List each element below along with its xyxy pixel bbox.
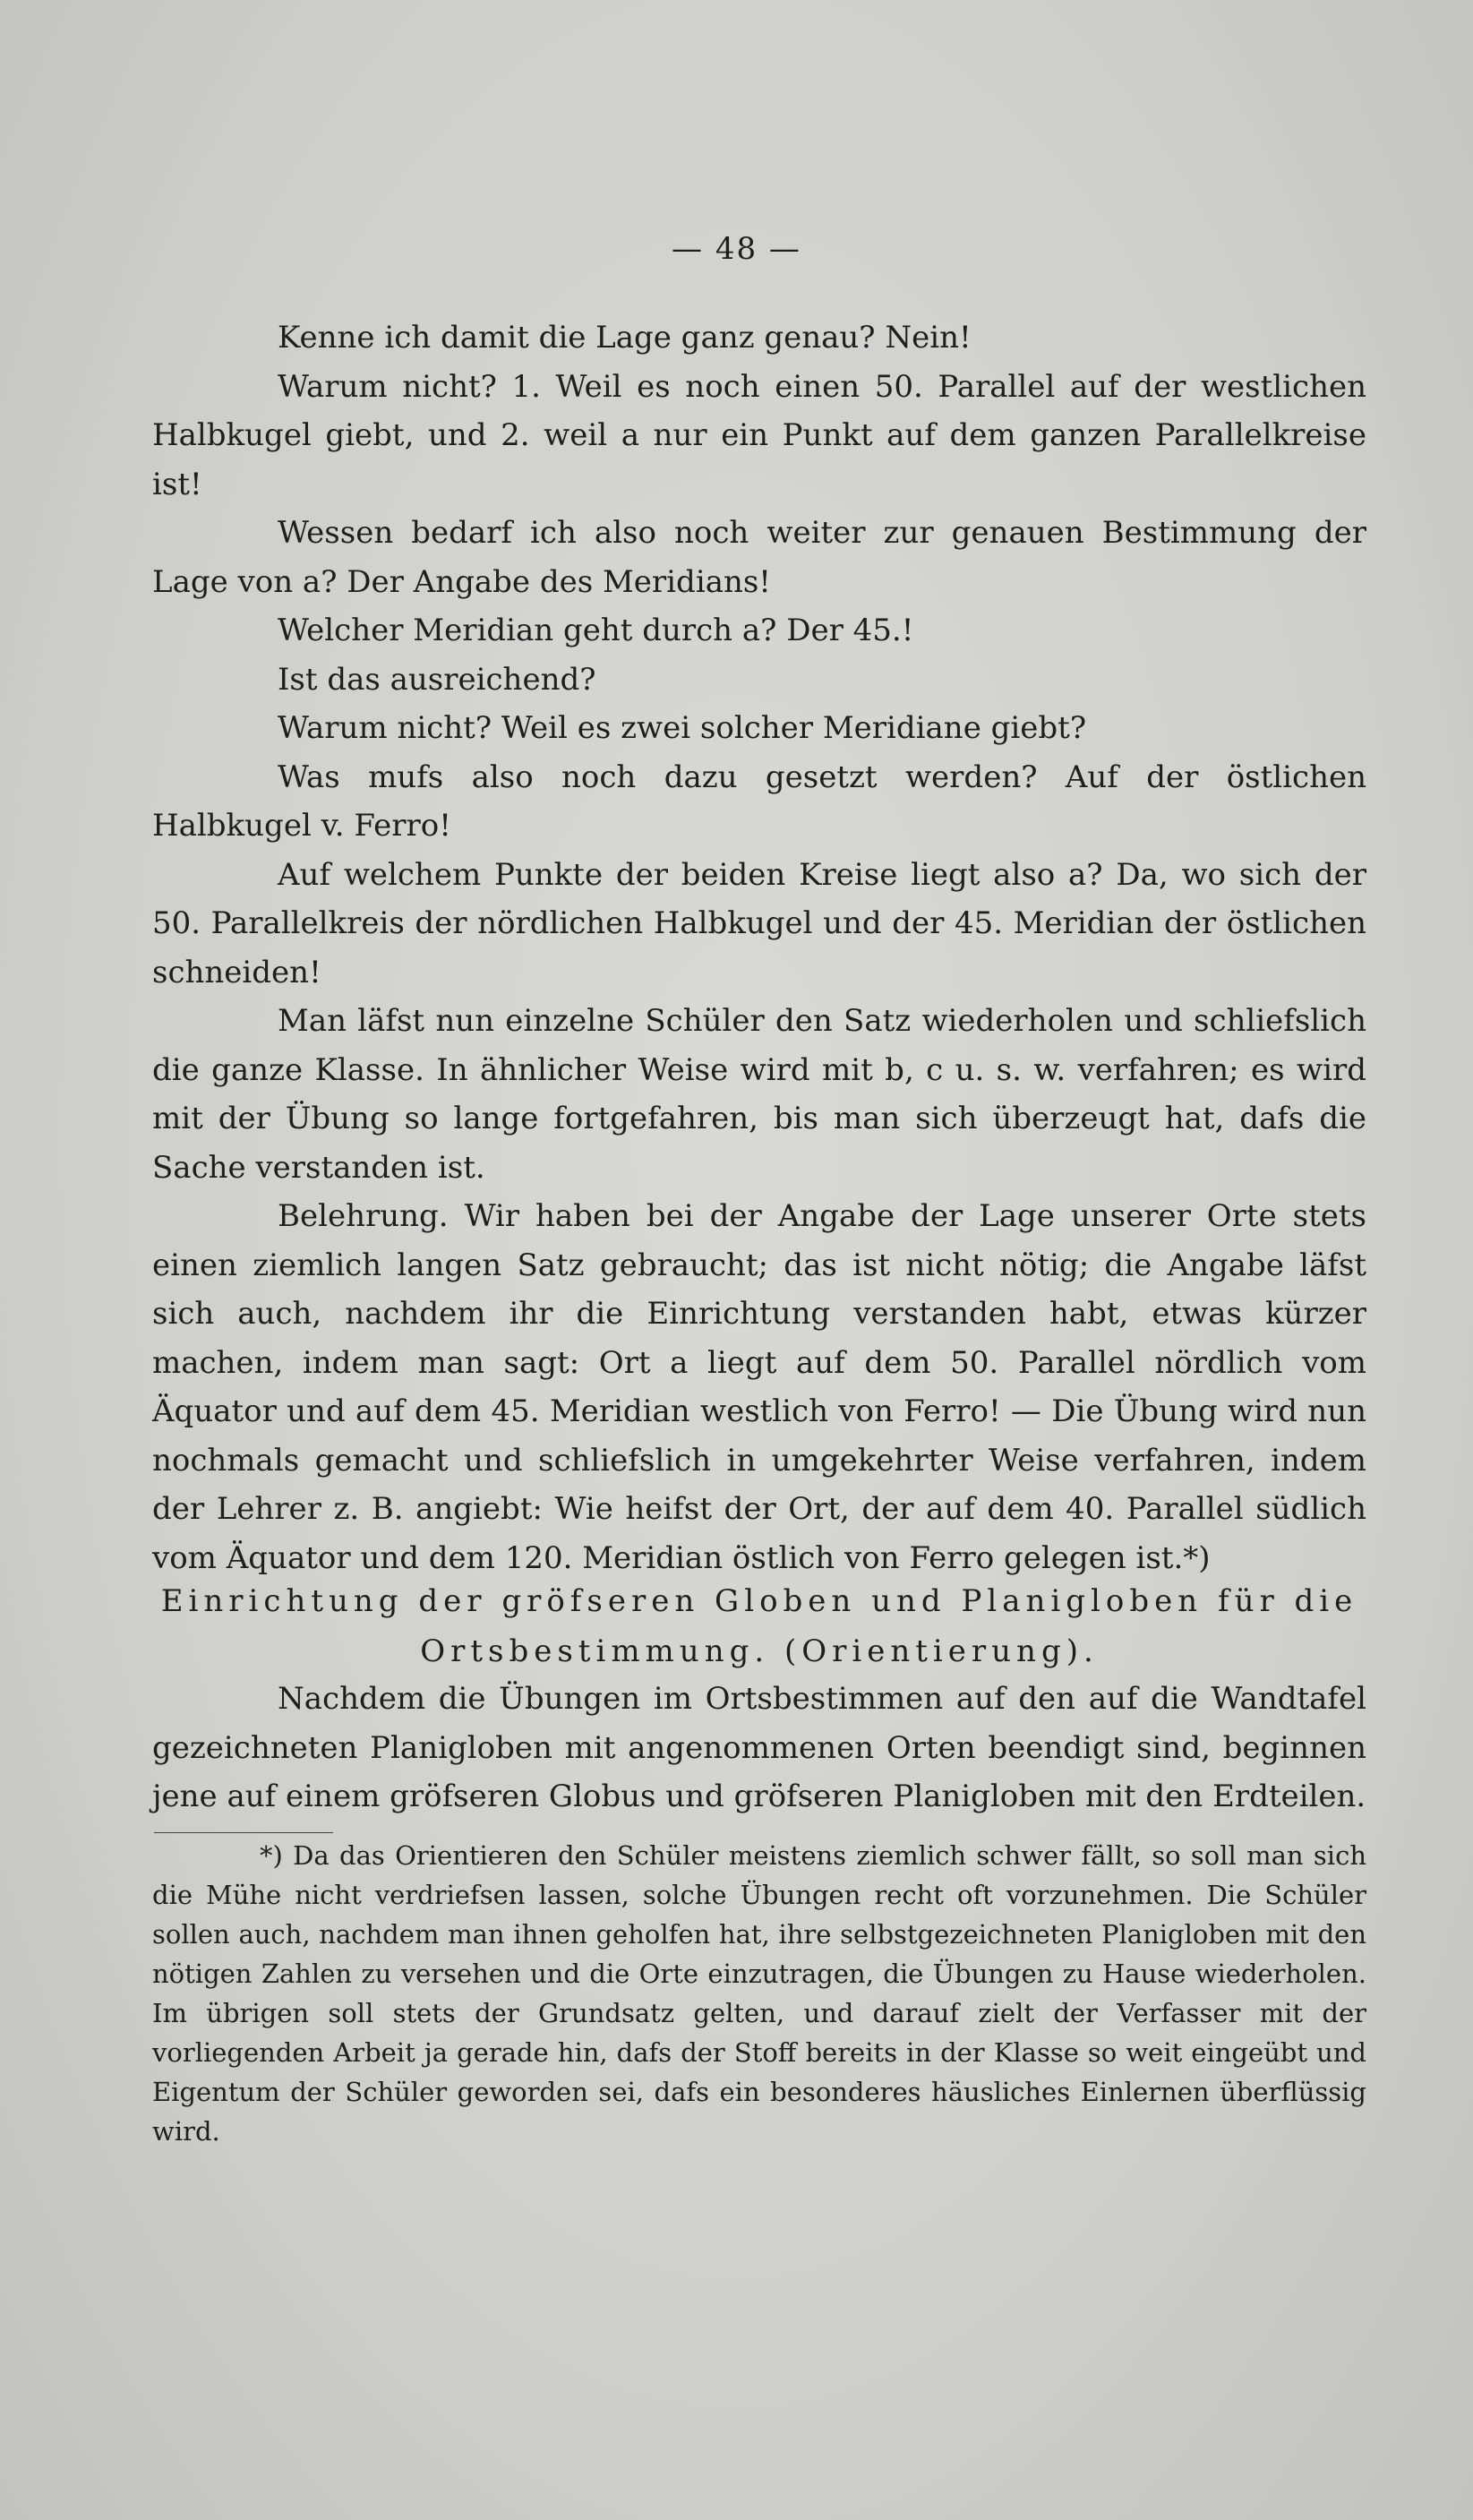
paragraph: Man läfst nun einzelne Schüler den Satz wiederholen und schliefslich die ganze Klasse. In ähnlicher Weise wird mit b, c u. s. w. verfahren; es wird mit der Übung so lange fortgefahren, bis man sich überzeugt hat, dafs die Sache verstanden ist. [152,1003,1366,1186]
paragraph: Nachdem die Übungen im Ortsbestimmen auf den auf die Wandtafel gezeichneten Planigloben mit angenommenen Orten beendigt sind, beginnen jene auf einem gröfseren Globus und gröfseren Planigloben mit den Erdteilen. [152,1681,1366,1814]
section-text [152,1675,1366,1821]
paragraph: Was mufs also noch dazu gesetzt werden? Auf der östlichen Halbkugel v. Ferro! [152,759,1366,844]
paragraph: Belehrung. Wir haben bei der Angabe der Lage unserer Orte stets einen ziemlich langen Satz gebraucht; das ist nicht nötig; die Angabe läfst sich auch, nachdem ihr die Einrichtung verstanden habt, etwas kürzer machen, indem man sagt: Ort a liegt auf dem 50. Parallel nördlich vom Äquator und auf dem 45. Meridian westlich von Ferro! — Die Übung wird nun nochmals gemacht und schliefslich in umgekehrter Weise verfahren, indem der Lehrer z. B. angiebt: Wie heifst der Ort, der auf dem 40. Parallel südlich vom Äquator und dem 120. Meridian östlich von Ferro gelegen ist.*) [152,1198,1366,1576]
paragraph: Warum nicht? Weil es zwei solcher Meridiane giebt? [278,710,1087,746]
paragraph: Ist das ausreichend? [278,661,596,698]
footnote [152,1836,1366,2151]
paragraph: Kenne ich damit die Lage ganz genau? Nein! [278,320,972,356]
paragraph: Auf welchem Punkte der beiden Kreise liegt also a? Da, wo sich der 50. Parallelkreis der nördlichen Halbkugel und der 45. Meridian der östlichen schneiden! [152,856,1366,990]
footnote-divider [154,1832,333,1833]
page-number: — 48 — [672,231,801,267]
paragraph: Wessen bedarf ich also noch weiter zur genauen Bestimmung der Lage von a? Der Angabe des Meridians! [152,515,1366,600]
main-text [152,313,1366,1582]
footnote-text: *) Da das Orientieren den Schüler meistens ziemlich schwer fällt, so soll man sich die Mühe nicht verdriefsen lassen, solche Übungen recht oft vorzunehmen. Die Schüler sollen auch, nachdem man ihnen geholfen hat, ihre selbstgezeichneten Planigloben mit den nötigen Zahlen zu versehen und die Orte einzutragen, die Übungen zu Hause wiederholen. Im übrigen soll stets der Grundsatz gelten, und darauf zielt der Verfasser mit der vorliegenden Arbeit ja gerade hin, dafs der Stoff bereits in der Klasse so weit eingeübt und Eigentum der Schüler geworden sei, dafs ein besonderes häusliches Einlernen überflüssig wird. [152,1840,1366,2147]
paragraph: Welcher Meridian geht durch a? Der 45.! [278,613,914,648]
paragraph: Warum nicht? 1. Weil es noch einen 50. Parallel auf der westlichen Halbkugel giebt, und 2. weil a nur ein Punkt auf dem ganzen Parallelkreise ist! [152,368,1366,502]
section-heading: Einrichtung der gröfseren Globen und Planigloben für die Ortsbestimmung. (Orientierung). [160,1583,1358,1669]
